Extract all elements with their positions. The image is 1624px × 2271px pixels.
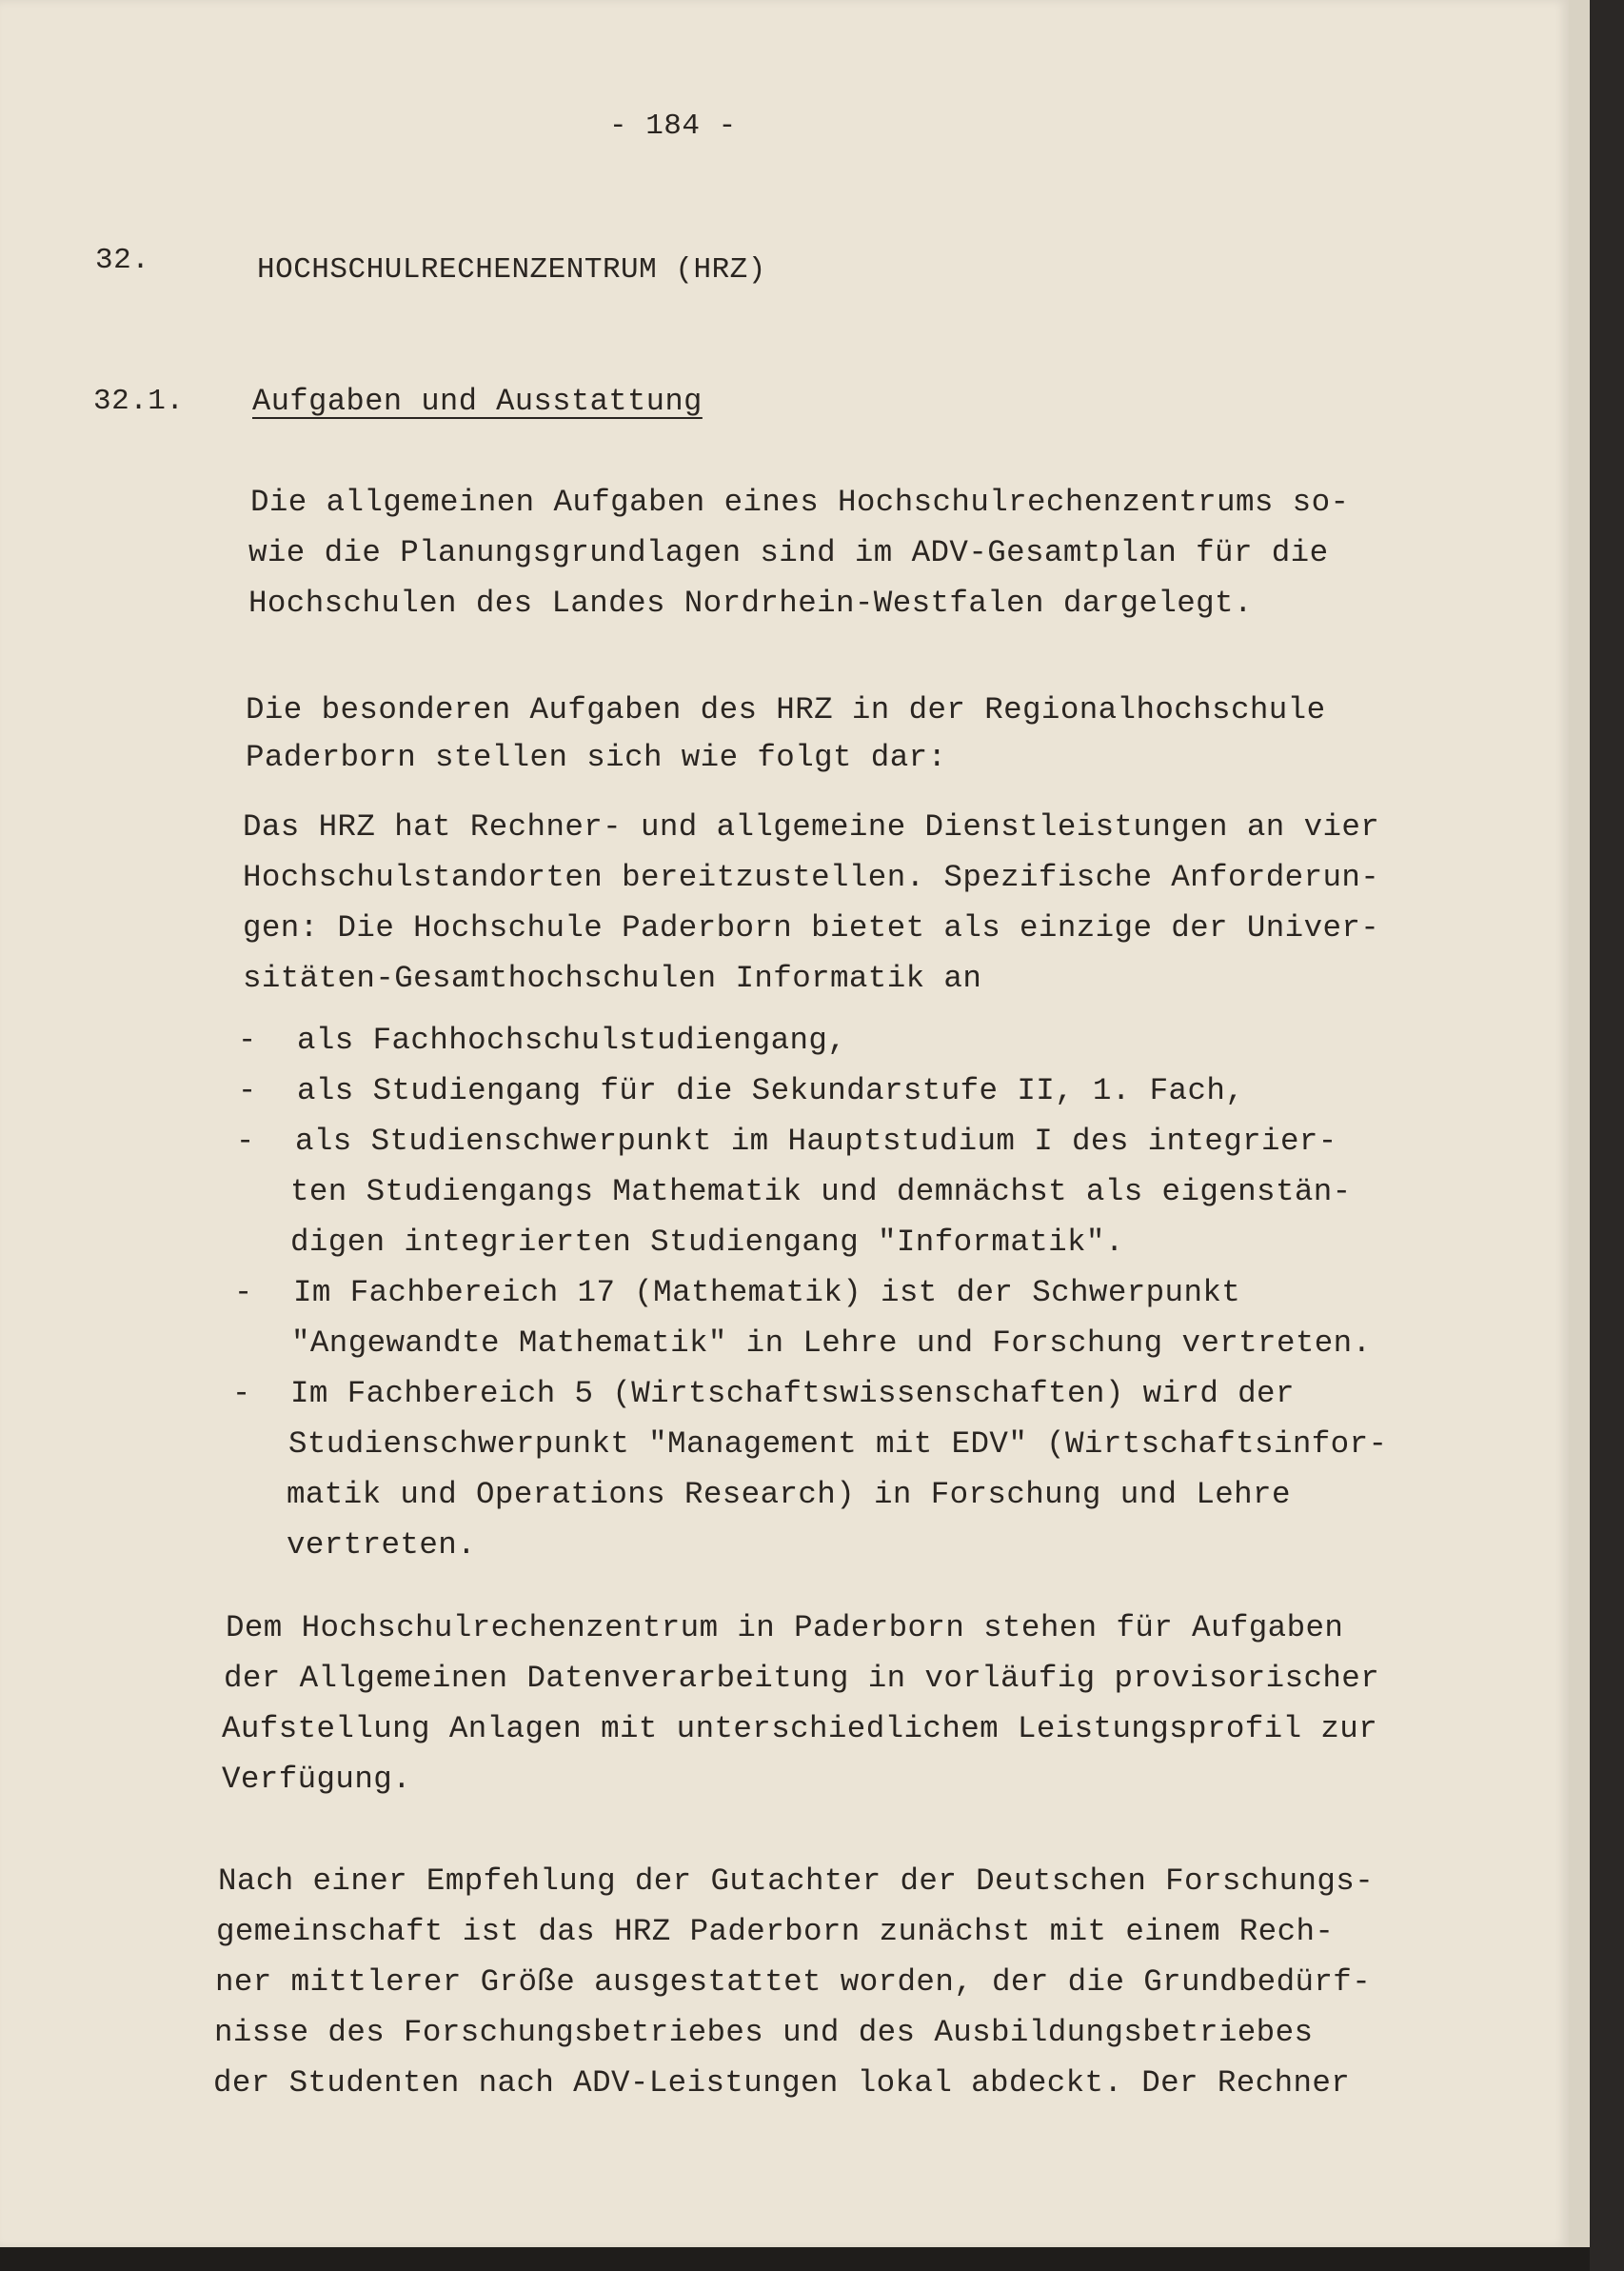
paragraph-line: nisse des Forschungsbetriebes und des Ausbildungsbetriebes bbox=[214, 2015, 1314, 2050]
dash-bullet: - bbox=[238, 1023, 257, 1058]
list-item-line: digen integrierten Studiengang "Informatik". bbox=[290, 1225, 1124, 1260]
paragraph-line: Paderborn stellen sich wie folgt dar: bbox=[246, 740, 947, 775]
list-item-line: ten Studiengangs Mathematik und demnächst als eigenstän- bbox=[290, 1174, 1352, 1209]
paragraph-line: Dem Hochschulrechenzentrum in Paderborn stehen für Aufgaben bbox=[226, 1610, 1344, 1645]
list-item-line: Im Fachbereich 5 (Wirtschaftswissenschaften) wird der bbox=[290, 1376, 1295, 1411]
section-title: HOCHSCHULRECHENZENTRUM (HRZ) bbox=[257, 253, 766, 287]
dash-bullet: - bbox=[238, 1073, 257, 1108]
paragraph-line: Hochschulen des Landes Nordrhein-Westfalen dargelegt. bbox=[248, 586, 1253, 621]
paragraph-line: ner mittlerer Größe ausgestattet worden, der die Grundbedürf- bbox=[215, 1964, 1372, 2000]
subsection-number: 32.1. bbox=[93, 385, 185, 418]
dash-bullet: - bbox=[236, 1124, 255, 1159]
dash-bullet: - bbox=[234, 1275, 253, 1310]
paragraph-line: Hochschulstandorten bereitzustellen. Spezifische Anforderun- bbox=[243, 860, 1380, 895]
list-item-line: "Angewandte Mathematik" in Lehre und Forschung vertreten. bbox=[291, 1325, 1372, 1361]
paragraph-line: Nach einer Empfehlung der Gutachter der Deutschen Forschungs- bbox=[218, 1863, 1375, 1899]
paragraph-line: wie die Planungsgrundlagen sind im ADV-Gesamtplan für die bbox=[248, 535, 1329, 570]
paragraph-line: der Studenten nach ADV-Leistungen lokal abdeckt. Der Rechner bbox=[213, 2065, 1351, 2101]
paragraph-line: Verfügung. bbox=[222, 1762, 412, 1797]
list-item-line: Studienschwerpunkt "Management mit EDV" (Wirtschaftsinfor- bbox=[288, 1426, 1388, 1462]
list-item-line: als Fachhochschulstudiengang, bbox=[297, 1023, 847, 1058]
paragraph-line: Aufstellung Anlagen mit unterschiedlichem Leistungsprofil zur bbox=[222, 1711, 1378, 1746]
paragraph-line: der Allgemeinen Datenverarbeitung in vorläufig provisorischer bbox=[224, 1661, 1380, 1696]
list-item-line: als Studiengang für die Sekundarstufe II, 1. Fach, bbox=[297, 1073, 1245, 1108]
paragraph-line: Die besonderen Aufgaben des HRZ in der Regionalhochschule bbox=[246, 692, 1326, 727]
scan-border bbox=[1590, 0, 1624, 2271]
page-number: - 184 - bbox=[609, 110, 737, 143]
paragraph-line: gen: Die Hochschule Paderborn bietet als einzige der Univer- bbox=[243, 910, 1380, 946]
list-item-line: Im Fachbereich 17 (Mathematik) ist der Schwerpunkt bbox=[293, 1275, 1241, 1310]
list-item-line: vertreten. bbox=[287, 1527, 477, 1563]
paragraph-line: gemeinschaft ist das HRZ Paderborn zunächst mit einem Rech- bbox=[216, 1914, 1335, 1949]
paragraph-line: Die allgemeinen Aufgaben eines Hochschulrechenzentrums so- bbox=[250, 485, 1350, 520]
subsection-title: Aufgaben und Ausstattung bbox=[252, 384, 703, 419]
list-item-line: als Studienschwerpunkt im Hauptstudium I des integrier- bbox=[295, 1124, 1337, 1159]
paragraph-line: Das HRZ hat Rechner- und allgemeine Dienstleistungen an vier bbox=[243, 809, 1380, 845]
list-item-line: matik und Operations Research) in Forschung und Lehre bbox=[287, 1477, 1291, 1512]
page-edge bbox=[1569, 0, 1590, 2247]
dash-bullet: - bbox=[232, 1376, 251, 1411]
section-number: 32. bbox=[95, 244, 150, 277]
paragraph-line: sitäten-Gesamthochschulen Informatik an bbox=[243, 961, 982, 996]
